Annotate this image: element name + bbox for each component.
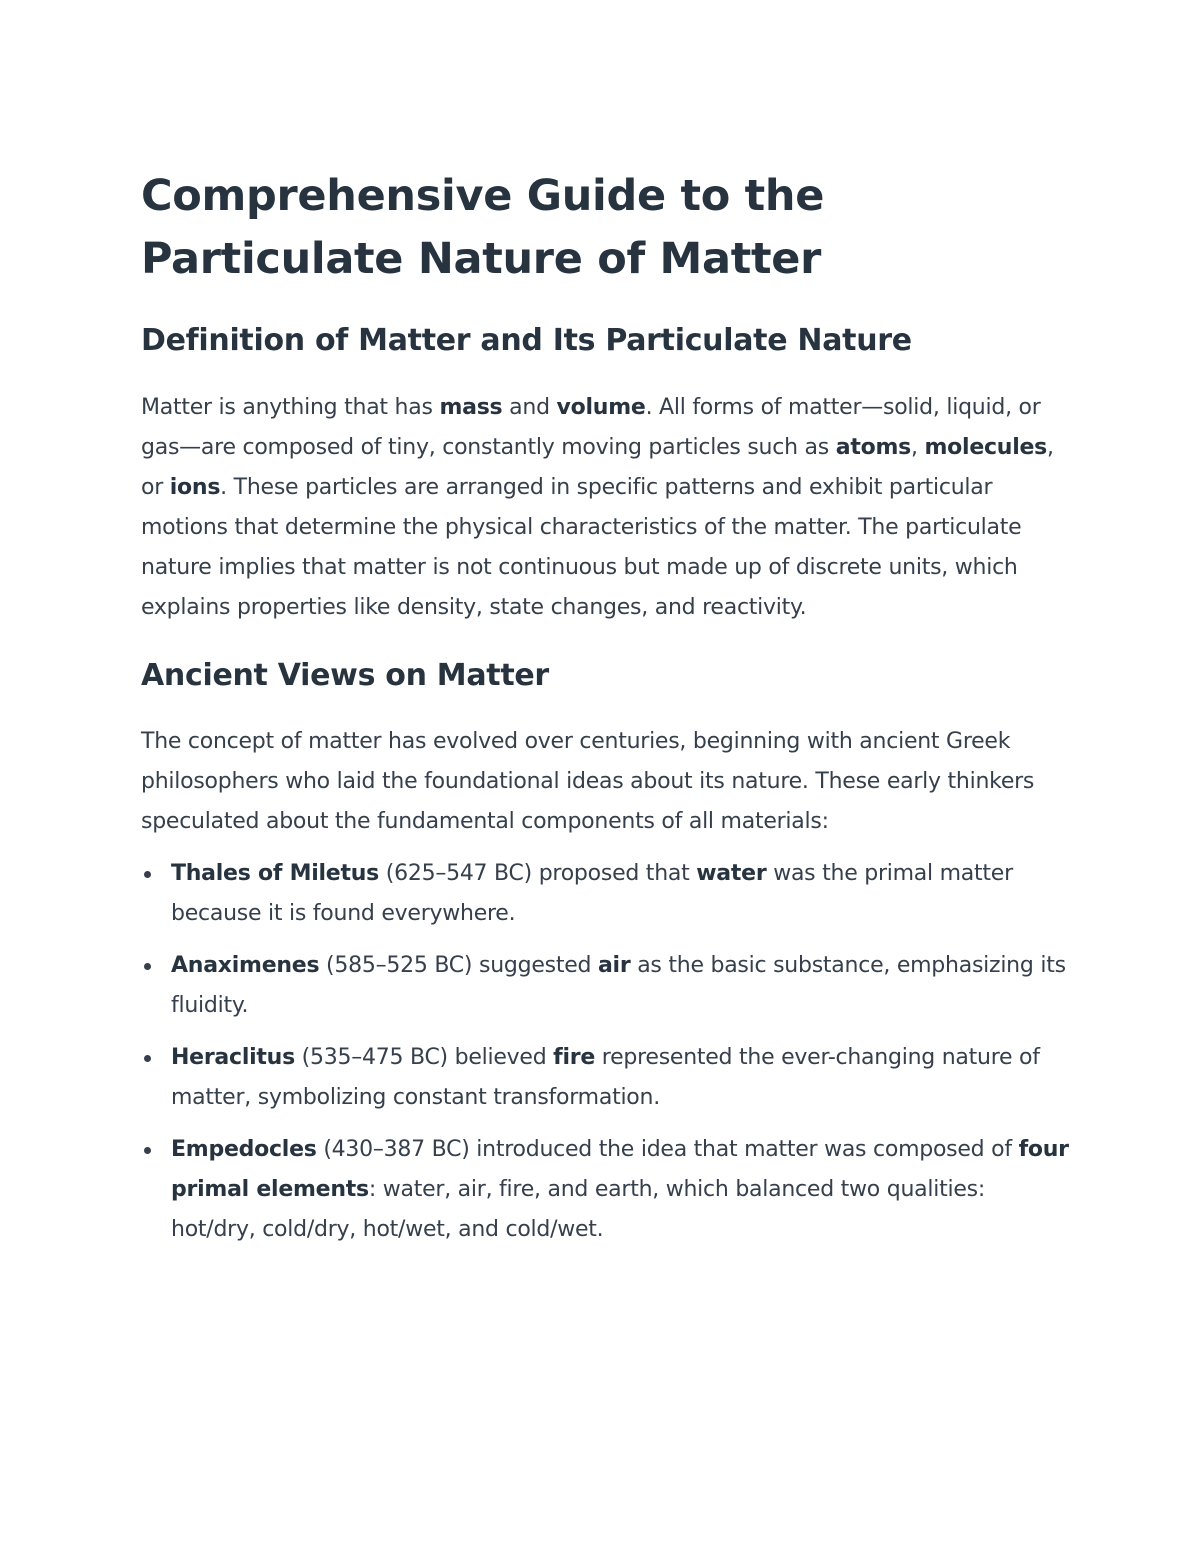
term-atoms: atoms <box>835 435 911 460</box>
bullet-icon <box>144 1055 151 1062</box>
document-page <box>141 165 1071 1262</box>
definition-text-5: , or <box>141 435 1054 500</box>
ancient-views-heading: Ancient Views on Matter <box>141 658 549 693</box>
definition-text-4: , <box>910 435 925 460</box>
definition-paragraph <box>141 388 1071 628</box>
philosophers-list <box>141 854 1071 1250</box>
element-term: water <box>696 861 767 886</box>
ancient-views-intro: The concept of matter has evolved over centuries, beginning with ancient Greek philosophers who laid the foundational ideas about its nature. These early thinkers speculated about the fundamental components of all materials: <box>141 729 1035 834</box>
element-term: fire <box>553 1045 596 1070</box>
bullet-icon <box>144 963 151 970</box>
philosopher-name: Empedocles <box>171 1137 317 1162</box>
item-text-1: (430–387 BC) introduced the idea that matter was composed of <box>316 1137 1019 1162</box>
element-term: air <box>597 953 631 978</box>
definition-text-6: . These particles are arranged in specific patterns and exhibit particular motions that determine the physical characteristics of the matter. The particulate nature implies that matter is not continuous but made up of discrete units, which explains properties like density, state changes, and reactivity. <box>141 475 1022 620</box>
definition-text-2: and <box>502 395 557 420</box>
item-text-2: as the basic substance, emphasizing its fluidity. <box>171 953 1066 1018</box>
item-text-1: (585–525 BC) suggested <box>319 953 598 978</box>
term-molecules: molecules <box>924 435 1047 460</box>
bullet-icon <box>144 871 151 878</box>
definition-text-1: Matter is anything that has <box>141 395 440 420</box>
item-text-1: (625–547 BC) proposed that <box>379 861 697 886</box>
page-title-line-2: Particulate Nature of Matter <box>141 234 822 284</box>
definition-heading: Definition of Matter and Its Particulate Nature <box>141 323 912 358</box>
item-text-2: was the primal matter because it is found everywhere. <box>171 861 1013 926</box>
list-item <box>141 854 1071 934</box>
list-item <box>141 1130 1071 1250</box>
philosopher-name: Anaximenes <box>171 953 320 978</box>
item-text-2: represented the ever-changing nature of matter, symbolizing constant transformation. <box>171 1045 1040 1110</box>
philosopher-name: Heraclitus <box>171 1045 295 1070</box>
term-ions: ions <box>169 475 221 500</box>
element-term: four primal elements <box>171 1137 1069 1202</box>
list-item <box>141 946 1071 1026</box>
term-volume: volume <box>556 395 646 420</box>
list-item <box>141 1038 1071 1118</box>
item-text-2: : water, air, fire, and earth, which balanced two qualities: hot/dry, cold/dry, hot/wet, and cold/wet. <box>171 1177 985 1242</box>
item-text-1: (535–475 BC) believed <box>294 1045 554 1070</box>
bullet-icon <box>144 1147 151 1154</box>
term-mass: mass <box>439 395 503 420</box>
philosopher-name: Thales of Miletus <box>171 861 379 886</box>
page-title <box>141 165 1071 291</box>
page-title-line-1: Comprehensive Guide to the <box>141 171 825 221</box>
definition-text-3: . All forms of matter—solid, liquid, or gas—are composed of tiny, constantly moving particles such as <box>141 395 1041 460</box>
